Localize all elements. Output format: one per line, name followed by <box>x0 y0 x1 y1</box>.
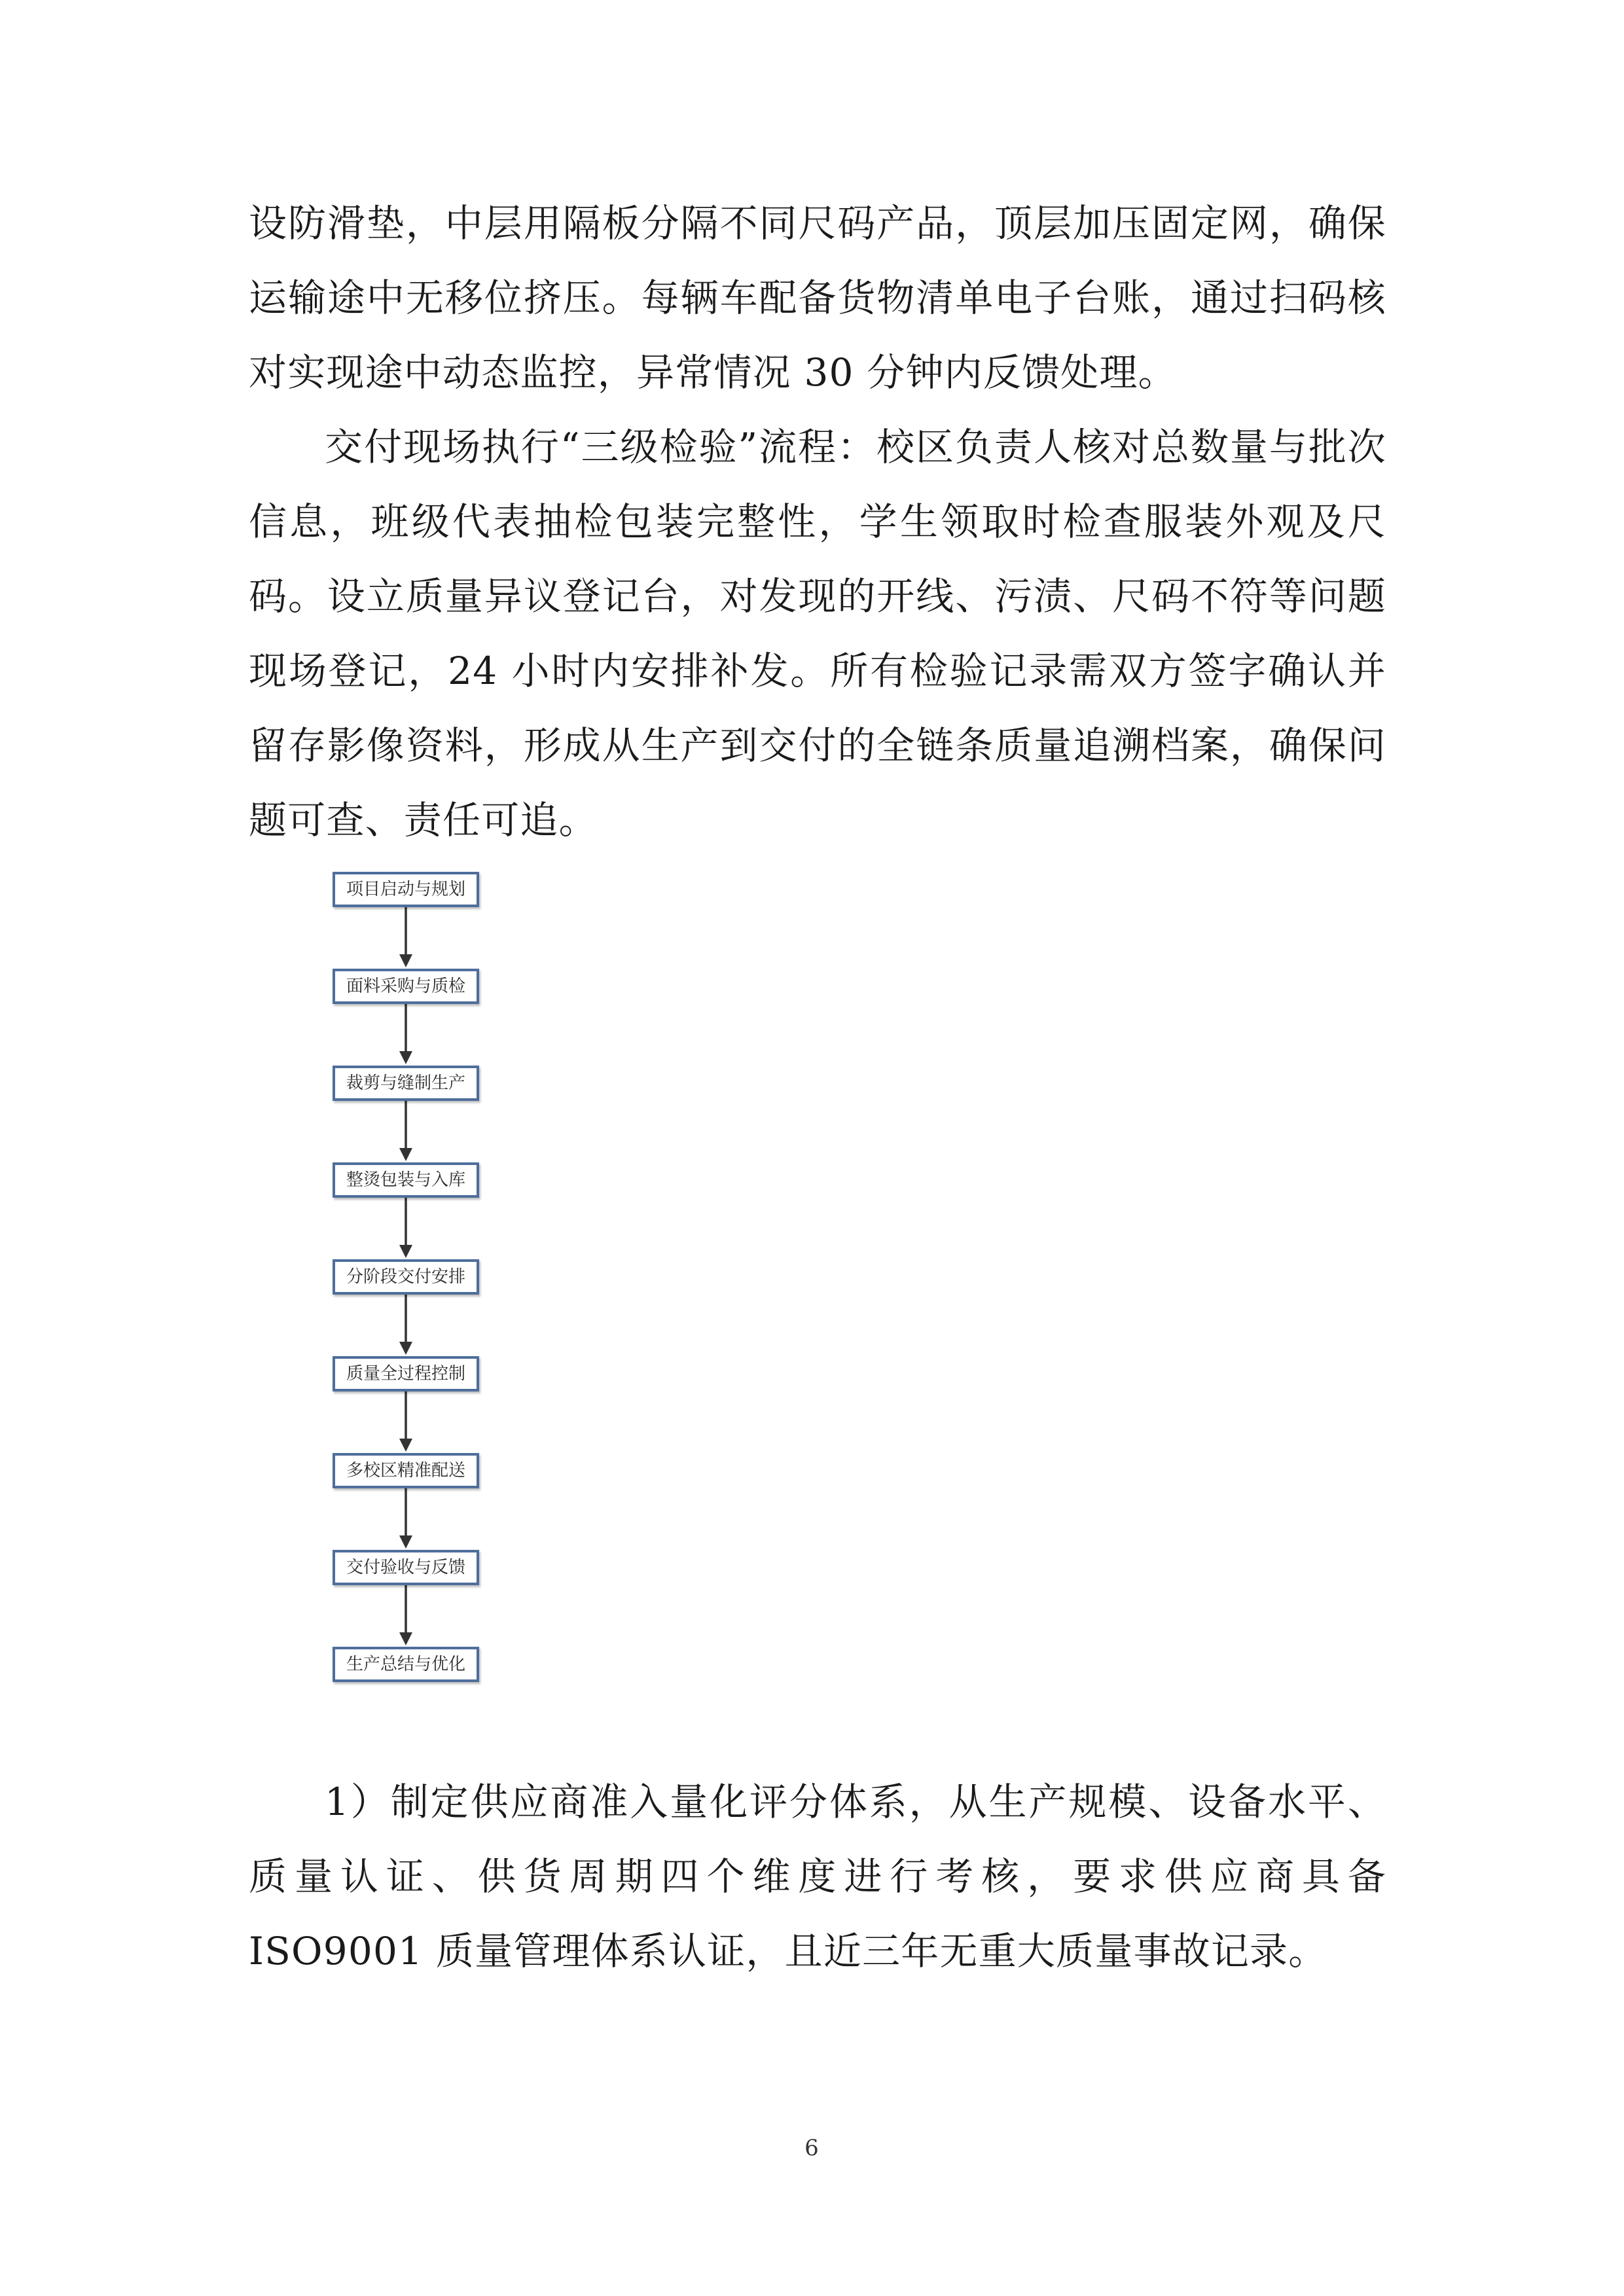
flow-arrowhead-icon <box>399 1535 412 1549</box>
flow-step-box: 分阶段交付安排 <box>333 1259 479 1295</box>
flow-arrowhead-icon <box>399 1632 412 1645</box>
flow-arrowhead-icon <box>399 1439 412 1452</box>
flow-arrowhead-icon <box>399 1245 412 1258</box>
process-flowchart <box>327 872 484 1716</box>
flow-arrowhead-icon <box>399 954 412 967</box>
flow-arrowhead-icon <box>399 1051 412 1064</box>
flow-step-box: 交付验收与反馈 <box>333 1550 479 1585</box>
flow-arrowhead-icon <box>399 1342 412 1355</box>
flow-step-box: 整烫包装与入库 <box>333 1162 479 1198</box>
body-paragraph-continuation: 设防滑垫，中层用隔板分隔不同尺码产品，顶层加压固定网，确保运输途中无移位挤压。每辆车配备货物清单电子台账，通过扫码核对实现途中动态监控，异常情况 30 分钟内反馈处理。 <box>249 201 1386 395</box>
flow-arrowhead-icon <box>399 1148 412 1161</box>
flow-step-box: 裁剪与缝制生产 <box>333 1066 479 1101</box>
flow-step-box: 生产总结与优化 <box>333 1647 479 1682</box>
flow-step-box: 项目启动与规划 <box>333 872 479 907</box>
flow-step-box: 质量全过程控制 <box>333 1356 479 1391</box>
flow-step-box: 面料采购与质检 <box>333 969 479 1004</box>
body-paragraph-supplier-criteria: 1）制定供应商准入量化评分体系，从生产规模、设备水平、质量认证、供货周期四个维度进行考核，要求供应商具备 ISO9001 质量管理体系认证，且近三年无重大质量事故记录。 <box>249 1780 1386 1973</box>
flow-step-box: 多校区精准配送 <box>333 1453 479 1488</box>
page-number: 6 <box>804 2135 819 2161</box>
body-paragraph-inspection: 交付现场执行“三级检验”流程：校区负责人核对总数量与批次信息，班级代表抽检包装完整性，学生领取时检查服装外观及尺码。设立质量异议登记台，对发现的开线、污渍、尺码不符等问题现场登记，24 小时内安排补发。所有检验记录需双方签字确认并留存影像资料，形成从生产到交付的全链条质量追溯档案，确保问题可查、责任可追。 <box>249 425 1386 842</box>
